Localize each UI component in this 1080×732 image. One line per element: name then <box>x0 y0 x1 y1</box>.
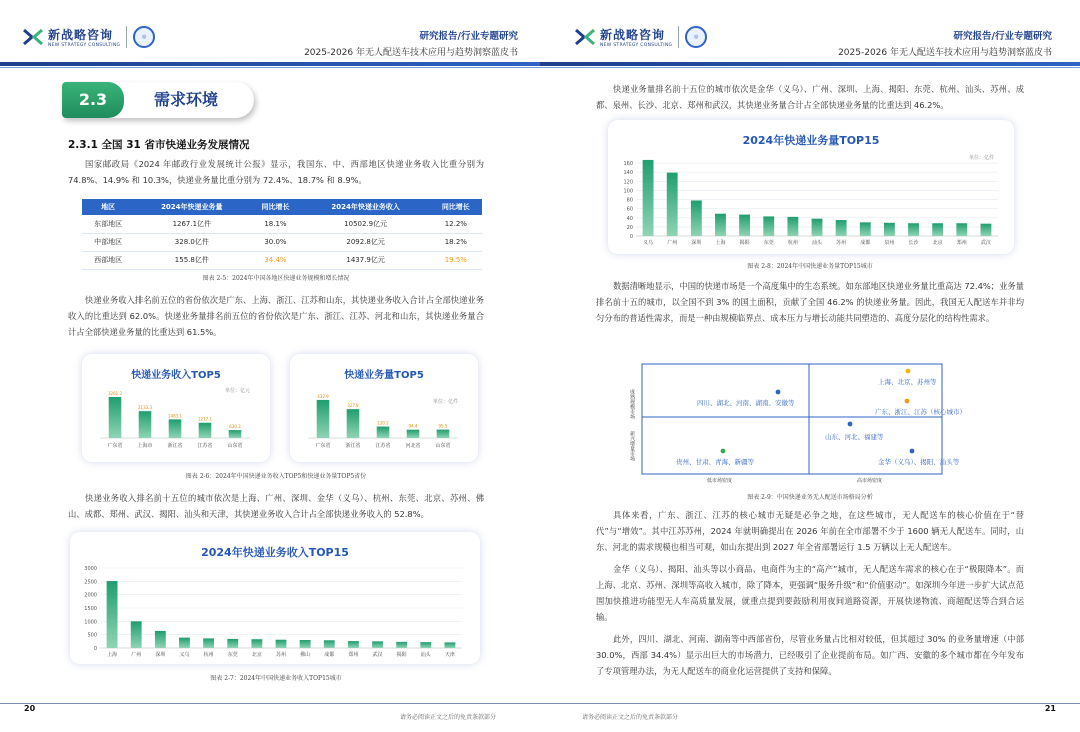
x-tick-label: 江苏省 <box>197 443 213 449</box>
y-tick-label: 80 <box>626 197 633 204</box>
brand-logo <box>22 26 155 48</box>
table-cell: 1267.1亿件 <box>134 215 249 233</box>
revenue-top15-chart <box>70 532 480 664</box>
chart-title: 2024年快递业务收入TOP15 <box>201 546 349 559</box>
figure-caption: 图表 2-5：2024年中国各地区快递业务规模和增长情况 <box>202 275 350 282</box>
x-tick-label: 上海 <box>715 240 726 246</box>
paragraph: 具体来看，广东、浙江、江苏的核心城市无疑是必争之地，在这些城市，无人配送车的核心价值在于“替代”与“增效”。其中江苏苏州，2024 年就明确提出在 2026 年前在全市部署不少于 1600 辆无人配送车。同时，山东、河北的需求规模也相当可观，如山东提出到 2027 年全省部署运行 1.5 万辆以上无人配送车。 <box>596 510 1024 552</box>
chart-bar <box>227 639 238 648</box>
table-header: 地区 <box>82 199 134 215</box>
figure-caption: 图表 2-9：中国快递业务无人配送市场格局分析 <box>747 494 873 501</box>
data-label: 432.9 <box>317 393 329 399</box>
chart-card-volume-top5 <box>290 354 478 462</box>
y-tick-label: 0 <box>93 646 97 652</box>
chart-bar <box>139 411 152 438</box>
header-category: 研究报告/行业专题研究 <box>953 31 1052 42</box>
logo-english: NEW STRATEGY CONSULTING <box>600 43 673 48</box>
chart-bar <box>407 430 420 438</box>
chart-bar <box>884 223 895 236</box>
page-header <box>838 28 1052 58</box>
y-tick-label: 2000 <box>84 592 97 599</box>
chart-bar <box>981 224 992 236</box>
table-cell: 18.1% <box>249 215 301 233</box>
volume-top15-chart <box>608 120 1014 254</box>
data-label: 630.3 <box>229 424 241 430</box>
y-tick-label: 100 <box>623 188 633 195</box>
paragraph: 快递业务收入排名前十五位的城市依次是上海、广州、深圳、金华（义乌）、杭州、东莞、北京、苏州、佛山、成都、郑州、武汉、揭阳、汕头和天津，其快递业务收入合计占全部快递业务收入的 52.8%。 <box>68 493 484 519</box>
x-tick-label: 苏州 <box>275 652 287 658</box>
chart-bar <box>812 219 823 236</box>
x-tick-label: 成都 <box>324 652 335 658</box>
chart-bar <box>372 641 383 648</box>
chart-bar <box>667 173 678 236</box>
subsection-title: 2.3.1 全国 31 省市快递业务发展情况 <box>68 139 250 151</box>
figure-caption: 图表 2-8：2024年中国快递业务量TOP15城市 <box>747 263 873 270</box>
x-tick-label: 泉州 <box>884 240 895 246</box>
chart-bar <box>347 409 360 438</box>
x-tick-label: 上海市 <box>137 443 153 449</box>
y-tick-label: 500 <box>87 632 97 639</box>
y-tick-label: 3000 <box>84 566 97 572</box>
chart-bar <box>437 430 450 438</box>
x-tick-label: 武汉 <box>372 652 383 658</box>
chart-bar <box>932 223 943 236</box>
x-tick-label: 广州 <box>131 652 142 658</box>
header-category: 研究报告/行业专题研究 <box>419 31 518 42</box>
table-cell: 10502.9亿元 <box>302 215 430 233</box>
quadrant-point-label: 山东、河北、福建等 <box>825 433 884 441</box>
figure-caption: 图表 2-6：2024年中国快递业务收入TOP5和快递业务量TOP5省份 <box>185 473 367 480</box>
chart-bar <box>276 640 287 648</box>
data-label: 94.4 <box>408 423 418 429</box>
y-axis-label-bottom: 新兴增量市场 <box>629 431 635 461</box>
y-axis-label-top: 成熟规模市场 <box>629 389 635 419</box>
x-tick-label: 杭州 <box>203 652 214 658</box>
table-cell: 中部地区 <box>82 233 134 251</box>
x-tick-label: 长沙 <box>908 240 919 246</box>
logo-mark-icon <box>574 26 596 48</box>
chart-bar <box>348 641 359 648</box>
chart-bar <box>324 640 335 648</box>
section-heading <box>62 82 254 118</box>
data-label: 327.8 <box>347 403 359 409</box>
y-tick-label: 20 <box>626 224 633 231</box>
quadrant-point-label: 四川、湖北、河南、湖南、安徽等 <box>697 399 795 407</box>
y-tick-label: 1500 <box>84 606 97 612</box>
chart-bar <box>956 223 967 236</box>
logo-name: 新战略咨询 <box>48 28 114 42</box>
table-header: 同比增长 <box>249 199 301 215</box>
volume-top5-chart <box>290 354 478 462</box>
paragraph: 金华（义乌）、揭阳、汕头等以小商品、电商件为主的“高产”城市，无人配送车需求的核心在于“极限降本”。而上海、北京、苏州、深圳等高收入城市，除了降本，更强调“服务升级”和“价值驱动”。如深圳今年进一步扩大试点范围加快推进功能型无人车高质量发展，就重点提到要鼓励利用夜间道路资源，开展快递物流、商超配送等合到合运输。 <box>596 564 1024 622</box>
y-tick-label: 40 <box>626 215 633 222</box>
header-title: 2025-2026 年无人配送车技术应用与趋势洞察蓝皮书 <box>304 48 518 58</box>
x-tick-label: 天津 <box>444 652 455 658</box>
table-header: 2024年快递业务收入 <box>302 199 430 215</box>
chart-bar <box>179 638 190 648</box>
table-header: 同比增长 <box>430 199 482 215</box>
table-cell: 东部地区 <box>82 215 134 233</box>
logo-english: NEW STRATEGY CONSULTING <box>48 43 121 48</box>
figure-caption: 图表 2-7：2024年中国快递业务收入TOP15城市 <box>210 675 342 682</box>
data-label: 2133.3 <box>138 405 152 411</box>
logo-name: 新战略咨询 <box>600 28 666 42</box>
table-cell: 30.0% <box>249 233 301 251</box>
table-header: 2024年快递业务量 <box>134 199 249 215</box>
x-tick-label: 揭阳 <box>396 652 407 658</box>
x-axis-label-right: 高市场密度 <box>857 478 883 484</box>
data-label: 130.2 <box>377 420 389 426</box>
chart-bar <box>908 223 919 236</box>
right-page <box>540 0 1080 732</box>
y-tick-label: 0 <box>629 234 633 240</box>
x-tick-label: 东莞 <box>227 652 238 658</box>
y-tick-label: 60 <box>626 206 633 213</box>
y-tick-label: 120 <box>623 179 633 186</box>
revenue-top5-chart <box>82 354 270 462</box>
section-title: 需求环境 <box>154 90 219 109</box>
table-cell: 155.8亿件 <box>134 251 249 269</box>
chart-bar <box>445 642 456 648</box>
chart-bar <box>691 200 702 236</box>
x-tick-label: 山东省 <box>227 443 243 449</box>
chart-bar <box>860 222 871 236</box>
chart-title: 快递业务量TOP5 <box>344 370 424 381</box>
association-badge-icon: ◎ <box>133 26 155 48</box>
chart-bar <box>199 423 212 438</box>
section-number: 2.3 <box>62 82 124 118</box>
quadrant-point <box>848 422 853 427</box>
quadrant-point <box>910 449 915 454</box>
x-tick-label: 广东省 <box>107 443 123 449</box>
quadrant-point-label: 贵州、甘肃、青海、新疆等 <box>676 458 754 466</box>
page-number: 20 <box>24 704 36 713</box>
table-header-row <box>82 199 482 215</box>
x-tick-label: 江苏省 <box>375 443 391 449</box>
quadrant-point <box>906 369 911 374</box>
association-badge-icon: ◎ <box>685 26 707 48</box>
x-tick-label: 深圳 <box>155 652 166 658</box>
x-tick-label: 郑州 <box>956 240 967 246</box>
x-tick-label: 北京 <box>932 240 943 246</box>
table-row <box>82 233 482 251</box>
x-tick-label: 山东省 <box>435 443 451 449</box>
chart-bar <box>169 419 182 438</box>
x-tick-label: 成都 <box>860 240 871 246</box>
chart-bar <box>317 400 330 438</box>
x-tick-label: 北京 <box>251 652 262 658</box>
paragraph: 此外，四川、湖北、河南、湖南等中西部省份，尽管业务量占比相对较低，但其超过 30% 的业务量增速（中部 30.0%，西部 34.4%）显示出巨大的市场潜力，已经吸引了企业提前布局。如广西、安徽的多个城市都在今年发布了专项管理办法，为无人配送车的商业化运营提供了支持和保障。 <box>596 634 1024 676</box>
x-tick-label: 义乌 <box>643 240 654 246</box>
chart-bar <box>377 427 390 438</box>
quadrant-point-label: 广东、浙江、江苏（核心城市） <box>875 408 966 416</box>
page-number: 21 <box>1044 704 1056 713</box>
region-table <box>82 199 482 270</box>
x-tick-label: 汕头 <box>420 652 431 658</box>
chart-bar <box>203 638 214 648</box>
chart-unit: 单位：亿件 <box>968 155 994 161</box>
chart-title: 2024年快递业务量TOP15 <box>742 134 880 147</box>
paragraph: 数据清晰地显示，中国的快递市场是一个高度集中的生态系统。如东部地区快递业务量比重高达 72.4%；业务量排名前十五的城市，以全国不到 3% 的国土面积，贡献了全国 46.2% 的快递业务量。因此，我国无人配送车并非均匀分布的普适性需求，而是一种由规模临界点、成本压力与增长动能共同塑造的、高度分层化的结构性需求。 <box>596 281 1024 323</box>
x-tick-label: 上海 <box>107 652 118 658</box>
quadrant-point-label: 金华（义乌）、揭阳、汕头等 <box>878 458 960 466</box>
quadrant-point <box>721 449 726 454</box>
x-tick-label: 广州 <box>667 240 678 246</box>
x-tick-label: 义乌 <box>179 652 190 658</box>
chart-bar <box>155 631 166 648</box>
paragraph: 快递业务量排名前十五位的城市依次是金华（义乌）、广州、深圳、上海、揭阳、东莞、杭州、汕头、苏州、成都、泉州、长沙、北京、郑州和武汉，其快递业务量合计占全部快递业务量的比重达到 46.2%。 <box>596 84 1024 110</box>
table-row <box>82 215 482 233</box>
data-label: 1483.1 <box>168 413 182 419</box>
page-header <box>304 28 518 58</box>
chart-card-revenue-top15 <box>70 532 480 664</box>
chart-bar <box>763 216 774 236</box>
chart-bar <box>300 640 311 648</box>
data-label: 3261.3 <box>108 391 122 397</box>
x-tick-label: 佛山 <box>300 652 311 658</box>
x-tick-label: 武汉 <box>980 240 991 246</box>
y-tick-label: 140 <box>623 170 633 177</box>
x-axis-label-left: 低市场密度 <box>707 478 733 484</box>
chart-bar <box>715 214 726 236</box>
chart-bar <box>251 639 262 648</box>
table-cell: 2092.8亿元 <box>302 233 430 251</box>
quadrant-point <box>776 390 781 395</box>
x-tick-label: 杭州 <box>787 240 798 246</box>
table-cell-highlight: 19.5% <box>430 251 482 269</box>
data-label: 95.5 <box>438 423 448 429</box>
chart-bar <box>109 397 122 438</box>
paragraph: 快递业务收入排名前五位的省份依次是广东、上海、浙江、江苏和山东，其快递业务收入合计占全部快递业务收入的比重达到 62.0%。快递业务量排名前五位的省份依次是广东、浙江、江苏、河北和山东，其快递业务量合计占全部快递业务量的比重达到 61.5%。 <box>68 295 484 337</box>
table-cell: 12.2% <box>430 215 482 233</box>
x-tick-label: 河北省 <box>405 443 421 449</box>
data-label: 1217.1 <box>198 416 212 422</box>
quadrant-point <box>905 399 910 404</box>
table-cell: 18.2% <box>430 233 482 251</box>
footer-note: 请务必阅读正文之后的免责条款部分 <box>400 714 497 721</box>
brand-logo <box>574 26 707 48</box>
chart-bar <box>643 160 654 236</box>
x-tick-label: 揭阳 <box>739 240 750 246</box>
x-tick-label: 浙江省 <box>345 443 361 449</box>
logo-mark-icon <box>22 26 44 48</box>
x-tick-label: 东莞 <box>763 240 774 246</box>
x-tick-label: 汕头 <box>811 240 823 246</box>
x-tick-label: 浙江省 <box>167 443 183 449</box>
table-cell-highlight: 34.4% <box>249 251 301 269</box>
chart-title: 快递业务收入TOP5 <box>131 370 221 381</box>
table-cell: 328.0亿件 <box>134 233 249 251</box>
quadrant-point-label: 上海、北京、苏州等 <box>878 378 937 386</box>
chart-card-volume-top15 <box>608 120 1014 254</box>
chart-bar <box>107 581 118 648</box>
table-cell: 西部地区 <box>82 251 134 269</box>
y-tick-label: 1000 <box>84 619 97 626</box>
chart-unit: 单位：亿件 <box>432 399 458 405</box>
chart-bar <box>420 642 431 648</box>
x-tick-label: 广东省 <box>315 443 331 449</box>
y-tick-label: 2500 <box>84 579 97 586</box>
chart-bar <box>836 220 847 236</box>
chart-bar <box>787 217 798 236</box>
chart-card-revenue-top5 <box>82 354 270 462</box>
header-title: 2025-2026 年无人配送车技术应用与趋势洞察蓝皮书 <box>838 48 1052 58</box>
table-row <box>82 251 482 269</box>
chart-bar <box>396 642 407 648</box>
y-tick-label: 160 <box>623 161 633 168</box>
footer-note: 请务必阅读正文之后的免责条款部分 <box>582 714 679 721</box>
x-tick-label: 苏州 <box>836 240 847 246</box>
chart-bar <box>229 430 242 438</box>
x-tick-label: 郑州 <box>348 652 359 658</box>
chart-bar <box>739 215 750 236</box>
chart-unit: 单位：亿元 <box>224 388 250 394</box>
paragraph: 国家邮政局《2024 年邮政行业发展统计公报》显示，我国东、中、西部地区快递业务收入比重分别为 74.8%、14.9% 和 10.3%，快递业务量比重分别为 72.4%、18.7% 和 8.9%。 <box>68 159 484 185</box>
market-quadrant-diagram <box>622 359 966 489</box>
table-cell: 1437.9亿元 <box>302 251 430 269</box>
x-tick-label: 深圳 <box>691 240 702 246</box>
chart-bar <box>131 621 142 648</box>
